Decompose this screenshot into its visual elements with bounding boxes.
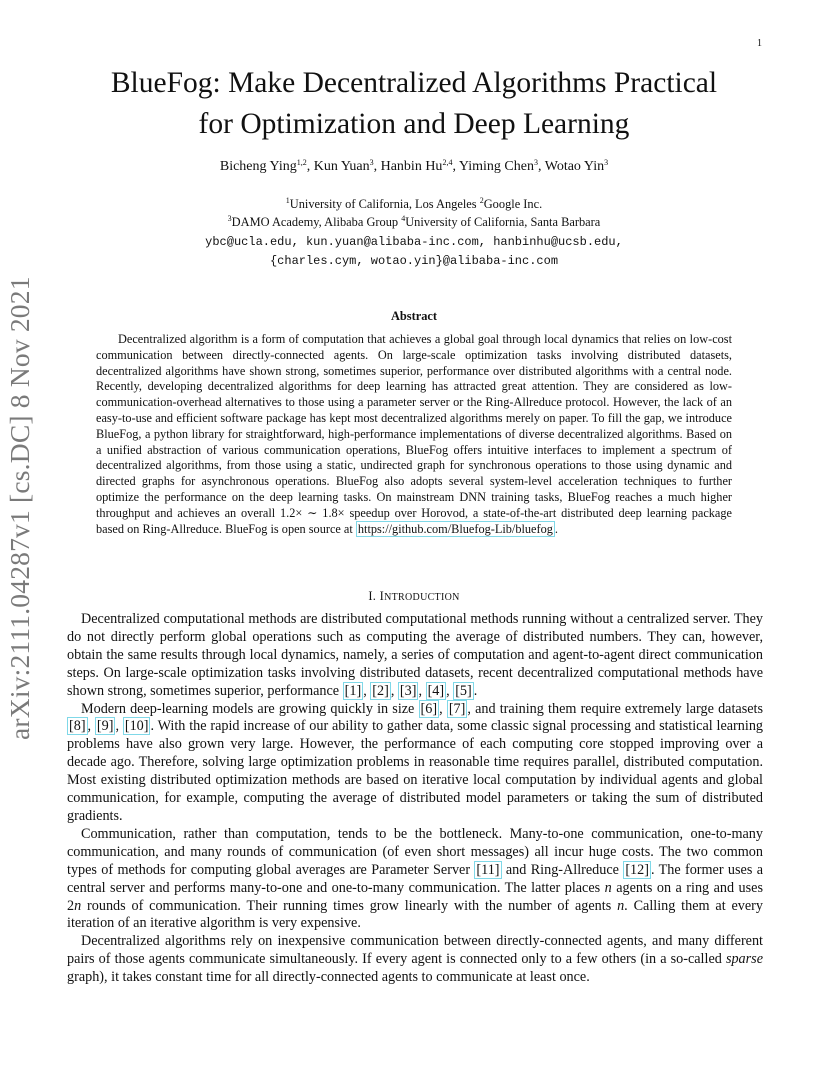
section-number: I. (368, 589, 380, 603)
paragraph-text: Decentralized algorithms rely on inexpensive communication between directly-connected agents, and many different pairs of those agents communicate simultaneously. If every agent is connected only to a few others (in a so-called (67, 933, 763, 968)
page-number: 1 (757, 38, 762, 49)
affiliation-name: DAMO Academy, Alibaba Group (231, 215, 402, 229)
author-affiliation-marker: 3 (369, 158, 374, 167)
intro-paragraph (67, 611, 763, 701)
author-list: Bicheng Ying$^{1,2}$, Kun Yuan$^3$, Hanbin Hu$^{2,4}$, Yiming Chen$^3$, Wotao Yin$^3$ (219, 158, 609, 174)
emphasis-text: n (617, 897, 625, 914)
email-line-2: {charles.cym, wotao.yin}@alibaba-inc.com (269, 254, 559, 268)
title-line-2: for Optimization and Deep Learning (198, 108, 630, 140)
citation-link[interactable]: [12] (625, 861, 649, 878)
author-name: Wotao Yin (544, 159, 605, 174)
abstract-end: . (554, 521, 558, 536)
affiliations (40, 195, 788, 231)
paragraph-text: . The former uses a central server and performs many-to-one and one-to-many communication. The latter places (67, 861, 763, 896)
paragraph-text: , and training them require extremely large datasets (467, 700, 764, 717)
citation-link[interactable]: [4] (427, 682, 445, 699)
section-title-initial: I (379, 589, 385, 603)
affiliation-name: Google Inc. (483, 197, 543, 211)
abstract-text (96, 332, 732, 537)
citation-link[interactable]: [3] (399, 682, 417, 699)
emphasis-text: n (74, 897, 82, 914)
affiliation-name: University of California, Santa Barbara (405, 215, 601, 229)
paragraph-text: rounds of communication. Their running times grow linearly with the number of agents (81, 897, 618, 914)
title-line-1: BlueFog: Make Decentralized Algorithms Practical (110, 67, 718, 99)
citation-link[interactable]: [9] (96, 718, 114, 735)
citation-link[interactable]: [1] (344, 682, 362, 699)
author-emails (40, 233, 788, 271)
paragraph-text: graph), it takes constant time for all directly-connected agents to communicate at least once. (67, 969, 590, 986)
paragraph-text: Modern deep-learning models are growing quickly in size (81, 700, 419, 717)
github-link[interactable]: https://github.com/Bluefog-Lib/bluefog (357, 521, 553, 536)
email-line-1: ybc@ucla.edu, kun.yuan@alibaba-inc.com, hanbinhu@ucsb.edu, (205, 235, 623, 249)
author-affiliation-marker: 3 (533, 158, 538, 167)
paragraph-text: and Ring-Allreduce (501, 861, 624, 878)
author-name: Bicheng Ying (219, 159, 297, 174)
author-name: Hanbin Hu (380, 159, 443, 174)
author-name: Kun Yuan (313, 159, 370, 174)
paragraph-text: , (439, 700, 447, 717)
abstract-heading: Abstract (390, 309, 438, 323)
citation-link[interactable]: [11] (476, 861, 500, 878)
citation-link[interactable]: [8] (69, 718, 86, 735)
paragraph-text: , (418, 682, 426, 699)
paragraph-text: , (390, 682, 398, 699)
paragraph-text: . (473, 682, 478, 699)
arxiv-identifier-stamp: arXiv:2111.04287v1 [cs.DC] 8 Nov 2021 (4, 276, 35, 740)
affiliation-marker: 1 (285, 196, 290, 205)
affiliation-marker: 3 (227, 214, 232, 223)
citation-link[interactable]: [10] (124, 718, 149, 735)
paper-title (40, 63, 788, 145)
citation-link[interactable]: [5] (455, 682, 472, 699)
paragraph-text: , (363, 682, 371, 699)
paragraph-text: . Calling them at every iteration of an iterative algorithm is very expensive. (67, 897, 763, 932)
introduction-body (67, 611, 763, 987)
author-name: Yiming Chen (458, 159, 534, 174)
affiliation-line-1 (40, 195, 788, 213)
emphasis-text: n (604, 879, 612, 896)
section-title-rest: NTRODUCTION (384, 592, 460, 603)
intro-paragraph (67, 933, 763, 987)
intro-paragraph (67, 826, 763, 933)
author-affiliation-marker: 3 (604, 158, 609, 167)
author-affiliation-marker: 2,4 (442, 158, 453, 167)
citation-link[interactable]: [6] (420, 700, 438, 717)
paragraph-text: Communication, rather than computation, tends to be the bottleneck. Many-to-one communication, one-to-many communication, and many rounds of communication (of even short messages) all incur huge costs. The two common types of methods for computing global averages are Parameter Server (67, 825, 763, 878)
citation-link[interactable]: [7] (448, 700, 466, 717)
affiliation-line-2 (40, 213, 788, 231)
affiliation-marker: 4 (401, 214, 406, 223)
paragraph-text: agents on a ring and uses 2 (67, 879, 763, 914)
paragraph-text: , (115, 718, 123, 735)
section-heading-introduction (40, 589, 788, 604)
intro-paragraph (67, 701, 763, 826)
paragraph-text: Decentralized computational methods are distributed computational methods running without a centralized server. They do not directly perform global operations such as computing the average of distributed numbers. They can, however, obtain the same results through local dynamics, namely, a series of computation and agent-to-agent direct communication steps. On large-scale optimization tasks involving distributed datasets, recent decentralized computational methods have shown strong, sometimes superior, performance (67, 611, 763, 699)
affiliation-name: University of California, Los Angeles (289, 197, 480, 211)
paragraph-text: . With the rapid increase of our ability to gather data, some classic signal processing and statistical learning problems have also grown very large. However, the performance of each computing core stopped improving over a decade ago. Therefore, solving large optimization problems in reasonable time requires parallel, distributed computation. Most existing distributed optimization methods are based on iterative local computation by individual agents and global communication, for example, computing the average of distributed model parameters or taking the sum of distributed gradients. (67, 718, 764, 824)
paragraph-text: , (87, 718, 95, 735)
author-affiliation-marker: 1,2 (296, 158, 307, 167)
affiliation-marker: 2 (479, 196, 484, 205)
emphasis-text: sparse (725, 951, 763, 968)
citation-link[interactable]: [2] (372, 682, 389, 699)
abstract-body-text: Decentralized algorithm is a form of computation that achieves a global goal through local dynamics that relies on low-cost communication between directly-connected agents. On large-scale optimization tasks involving distributed datasets, decentralized algorithms have shown strong, sometimes superior, performance over distributed algorithms with a central node. Recently, developing decentralized algorithms for deep learning has attracted great attention. They are considered as low-communication-overhead alternatives to those using a parameter server or the Ring-Allreduce protocol. However, the lack of an easy-to-use and efficient software package has kept most decentralized algorithms merely on paper. To fill the gap, we introduce BlueFog, a python library for straightforward, high-performance implementations of diverse decentralized algorithms. Based on a unified abstraction of various communication operations, BlueFog offers intuitive interfaces to implement a spectrum of decentralized algorithms, from those using a static, undirected graph for synchronous operations to those using dynamic and directed graphs for asynchronous operations. BlueFog also adopts several system-level acceleration techniques to further optimize the performance on the deep learning tasks. On mainstream DNN training tasks, BlueFog reaches a much higher throughput and achieves an overall 1.2× ∼ 1.8× speedup over Horovod, a state-of-the-art distributed deep learning package based on Ring-Allreduce. BlueFog is open source at (96, 332, 732, 536)
paragraph-text: , (446, 682, 454, 699)
